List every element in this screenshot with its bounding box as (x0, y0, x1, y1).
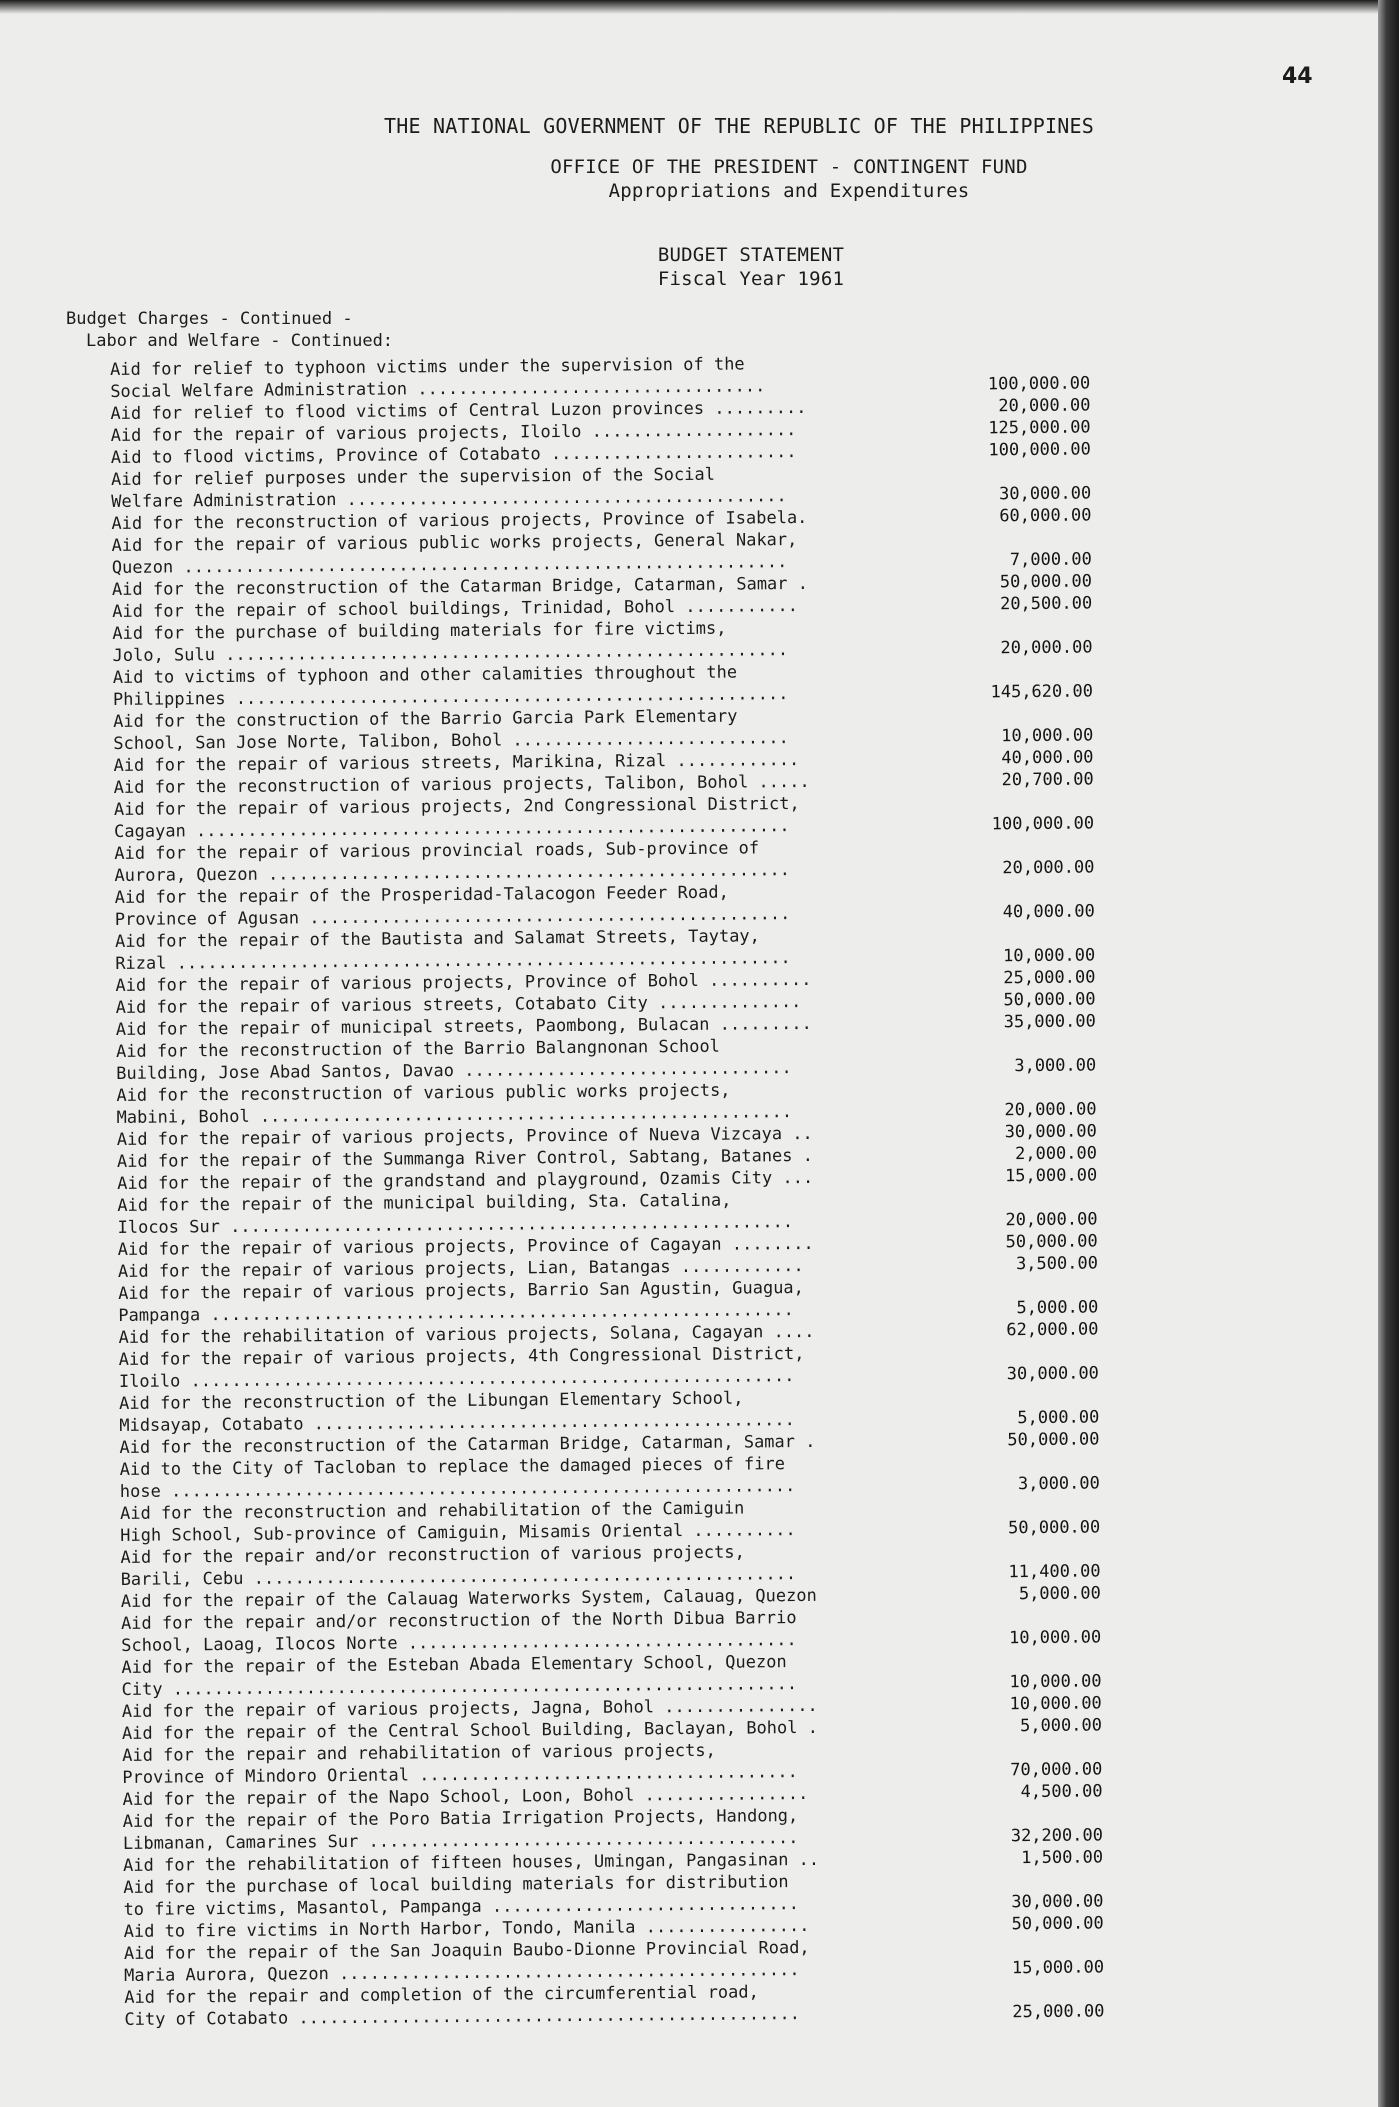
item-amount: 30,000.00 (998, 482, 1092, 504)
item-description: School, San Jose Norte, Talibon, Bohol ........................... (113, 727, 789, 754)
item-description: Aid for the repair of various projects, Province of Cagayan ........ (117, 1233, 814, 1260)
item-description: Aid to the City of Tacloban to replace the damaged pieces of fire (119, 1454, 786, 1480)
item-description: Building, Jose Abad Santos, Davao ................................ (116, 1057, 792, 1084)
item-amount: 32,200.00 (1010, 1824, 1103, 1846)
item-description: Aid for the repair of various public works projects, General Nakar, (111, 530, 798, 556)
item-description: Mabini, Bohol .................................................... (116, 1101, 793, 1128)
item-description: School, Laoag, Ilocos Norte ...................................... (121, 1629, 797, 1656)
item-description: Philippines ...................................................... (112, 683, 789, 710)
item-description: Aid to fire victims in North Harbor, Tondo, Manila ................ (123, 1915, 810, 1942)
item-description: Aid for the repair of various projects, Lian, Batangas ............ (117, 1255, 804, 1282)
item-amount: 20,000.00 (1005, 1208, 1098, 1230)
item-amount: 7,000.00 (1009, 548, 1092, 570)
item-description: Aid for the repair and/or reconstruction of the North Dibua Barrio (120, 1608, 797, 1634)
item-description: hose ............................................................. (119, 1475, 796, 1502)
header-fiscal-year: Fiscal Year 1961 (657, 268, 845, 290)
item-description: Maria Aurora, Quezon ............................................. (124, 1959, 800, 1986)
item-description: City of Cotabato ................................................. (124, 2003, 801, 2030)
item-amount: 20,000.00 (1000, 636, 1093, 658)
item-amount: 20,500.00 (999, 592, 1093, 614)
item-amount: 25,000.00 (1003, 966, 1096, 988)
item-amount: 15,000.00 (1004, 1164, 1098, 1186)
item-amount: 3,500.00 (1015, 1252, 1099, 1274)
item-description: Aid for the repair and completion of the circumferential road, (124, 1982, 759, 2008)
item-description: Aid for the repair of the Napo School, Loon, Bohol ................ (122, 1783, 809, 1810)
item-amount: 25,000.00 (1012, 2000, 1105, 2022)
item-amount: 10,000.00 (1009, 1692, 1102, 1714)
item-description: Welfare Administration ........................................... (111, 485, 787, 512)
item-description: Aid for the repair of the municipal building, Sta. Catalina, (117, 1190, 732, 1216)
item-amount: 50,000.00 (1005, 1230, 1098, 1252)
item-description: Aid for the reconstruction of various projects, Province of Isabela. (111, 507, 808, 534)
item-description: Aid for the repair of school buildings, Trinidad, Bohol ........... (112, 596, 799, 622)
item-amount: 100,000.00 (987, 372, 1091, 394)
item-amount: 70,000.00 (1010, 1758, 1103, 1780)
item-amount: 1,500.00 (1021, 1846, 1104, 1868)
item-description: Iloilo ........................................................... (118, 1365, 795, 1392)
item-amount: 60,000.00 (999, 504, 1092, 526)
item-amount: 30,000.00 (1004, 1120, 1097, 1142)
item-amount: 62,000.00 (1006, 1318, 1099, 1340)
item-amount: 20,000.00 (998, 394, 1091, 416)
item-amount: 50,000.00 (1007, 1428, 1100, 1450)
item-description: Aid for the repair of the Prosperidad-Talacogon Feeder Road, (114, 882, 729, 908)
item-amount: 100,000.00 (988, 438, 1091, 460)
item-amount: 10,000.00 (1001, 724, 1094, 746)
item-amount: 5,000.00 (1016, 1296, 1099, 1318)
item-amount: 30,000.00 (1006, 1362, 1099, 1384)
item-amount: 15,000.00 (1011, 1956, 1105, 1978)
header-office: OFFICE OF THE PRESIDENT - CONTINGENT FUND (550, 156, 1028, 178)
item-description: Aid for the repair of the grandstand and playground, Ozamis City ... (117, 1167, 814, 1194)
item-amount: 3,000.00 (1014, 1054, 1097, 1076)
budget-item-row (124, 1979, 1104, 2032)
item-description: to fire victims, Masantol, Pampanga .............................. (123, 1893, 800, 1920)
item-description: Aid for the reconstruction and rehabilitation of the Camiguin (119, 1498, 745, 1524)
item-description: Aid for the purchase of building materials for fire victims, (112, 618, 727, 644)
item-description: Aurora, Quezon ................................................... (114, 859, 791, 886)
budget-items-list (110, 351, 1105, 2031)
item-description: Aid for relief purposes under the supervision of the Social (110, 464, 715, 490)
item-description: Pampanga ......................................................... (118, 1299, 794, 1326)
item-description: Ilocos Sur ....................................................... (117, 1211, 794, 1238)
scan-shadow (0, 0, 1378, 14)
item-amount: 125,000.00 (988, 416, 1091, 438)
item-amount: 11,400.00 (1008, 1560, 1101, 1582)
item-description: Aid for the reconstruction of the Catarman Bridge, Catarman, Samar . (119, 1431, 816, 1458)
item-amount: 3,000.00 (1017, 1472, 1100, 1494)
item-amount: 50,000.00 (1008, 1516, 1101, 1538)
item-description: Aid for the reconstruction of various projects, Talibon, Bohol ..... (113, 771, 810, 798)
item-description: Midsayap, Cotabato ............................................... (119, 1409, 795, 1436)
item-amount: 20,000.00 (1004, 1098, 1097, 1120)
item-description: Aid for the purchase of local building materials for distribution (123, 1872, 789, 1898)
item-amount: 40,000.00 (1001, 746, 1094, 768)
item-description: Cagayan .......................................................... (114, 815, 790, 842)
item-description: Aid for the reconstruction of the Barrio Balangnonan School (115, 1036, 720, 1062)
item-amount: 35,000.00 (1003, 1010, 1096, 1032)
item-description: Aid for the repair of the Bautista and Salamat Streets, Taytay, (114, 926, 760, 952)
item-description: Aid for the reconstruction of the Catarman Bridge, Catarman, Samar . (111, 573, 809, 600)
item-description: Jolo, Sulu ....................................................... (112, 639, 789, 666)
section-heading: Budget Charges - Continued - (66, 309, 353, 329)
item-amount: 100,000.00 (991, 812, 1095, 834)
item-description: Aid for the reconstruction of the Libungan Elementary School, (119, 1388, 744, 1414)
item-amount: 30,000.00 (1011, 1890, 1104, 1912)
item-amount: 10,000.00 (1008, 1626, 1102, 1648)
item-description: Aid for the repair of the Poro Batia Irrigation Projects, Handong, (122, 1806, 799, 1832)
item-amount: 5,000.00 (1017, 1406, 1100, 1428)
item-description: High School, Sub-province of Camiguin, Misamis Oriental .......... (120, 1519, 796, 1546)
item-description: Aid for the repair of various projects, Jagna, Bohol ............... (121, 1695, 818, 1722)
item-amount: 50,000.00 (999, 570, 1093, 592)
subsection-heading: Labor and Welfare - Continued: (86, 331, 394, 351)
item-description: Aid to victims of typhoon and other calamities throughout the (112, 662, 738, 688)
item-description: Aid for the repair and/or reconstruction of various projects, (120, 1542, 745, 1568)
item-description: Aid for the repair of the Central School Building, Baclayan, Bohol . (121, 1717, 819, 1744)
item-description: City ............................................................. (121, 1673, 798, 1700)
item-description: Aid for the rehabilitation of fifteen houses, Umingan, Pangasinan .. (123, 1849, 820, 1876)
item-description: Libmanan, Camarines Sur .......................................... (122, 1827, 799, 1854)
item-description: Aid for the repair of various projects, 4th Congressional District, (118, 1343, 805, 1370)
item-amount: 20,700.00 (1001, 768, 1094, 790)
item-description: Aid for relief to flood victims of Central Luzon provinces ......... (110, 397, 807, 424)
item-description: Aid for the repair of various projects, Barrio San Agustin, Guagua, (118, 1277, 804, 1304)
item-amount: 50,000.00 (1011, 1912, 1104, 1934)
item-description: Aid for the repair of various projects, Iloilo .................... (110, 420, 797, 446)
item-description: Aid for the repair and rehabilitation of various projects, (122, 1740, 716, 1766)
page-number: 44 (1282, 64, 1313, 89)
item-description: Social Welfare Administration .................................. (110, 375, 766, 402)
item-description: Barili, Cebu ..................................................... (120, 1563, 797, 1590)
item-description: Quezon ........................................................... (111, 551, 788, 578)
item-description: Rizal ............................................................ (115, 947, 791, 974)
item-description: Aid for the reconstruction of various public works projects, (116, 1080, 731, 1106)
item-description: Province of Mindoro Oriental ..................................... (122, 1761, 798, 1788)
item-description: Aid for the repair of the Summanga River Control, Sabtang, Batanes . (116, 1145, 814, 1172)
header-government: THE NATIONAL GOVERNMENT OF THE REPUBLIC OF THE PHILIPPINES (384, 114, 1094, 138)
header-budget-statement: BUDGET STATEMENT (657, 244, 845, 266)
item-description: Aid for the repair of the Calauag Waterworks System, Calauag, Quezon (120, 1585, 817, 1612)
scan-edge (1378, 0, 1399, 2107)
item-amount: 50,000.00 (1003, 988, 1096, 1010)
item-description: Aid for the construction of the Barrio Garcia Park Elementary (113, 706, 738, 732)
item-description: Aid for the repair of various streets, Cotabato City .............. (115, 991, 802, 1018)
item-description: Aid for relief to typhoon victims under the supervision of the (110, 354, 745, 380)
item-description: Aid for the repair of various projects, Province of Nueva Vizcaya .. (116, 1123, 813, 1150)
item-description: Aid for the repair of various provincial roads, Sub-province of (114, 838, 760, 864)
item-description: Aid for the repair of municipal streets, Paombong, Bulacan ......... (115, 1013, 812, 1040)
item-amount: 20,000.00 (1002, 856, 1095, 878)
item-amount: 40,000.00 (1002, 900, 1095, 922)
item-description: Aid for the repair of various projects, Province of Bohol .......... (115, 969, 812, 996)
item-amount: 145,620.00 (990, 680, 1094, 702)
item-amount: 5,000.00 (1019, 1714, 1103, 1736)
item-description: Province of Agusan ............................................... (114, 903, 791, 930)
item-description: Aid for the repair of various streets, Marikina, Rizal ............ (113, 750, 800, 776)
item-description: Aid to flood victims, Province of Cotabato ........................ (110, 442, 797, 468)
item-description: Aid for the repair of the San Joaquin Baubo-Dionne Provincial Road, (123, 1937, 810, 1964)
item-description: Aid for the rehabilitation of various projects, Solana, Cagayan .... (118, 1321, 815, 1348)
item-description: Aid for the repair of the Esteban Abada Elementary School, Quezon (121, 1652, 787, 1678)
item-amount: 4,500.00 (1020, 1780, 1103, 1802)
header-appropriations: Appropriations and Expenditures (608, 180, 970, 202)
item-amount: 10,000.00 (1009, 1670, 1102, 1692)
item-amount: 2,000.00 (1014, 1142, 1098, 1164)
item-amount: 5,000.00 (1018, 1582, 1101, 1604)
item-amount: 10,000.00 (1003, 944, 1096, 966)
item-description: Aid for the repair of various projects, 2nd Congressional District, (113, 793, 800, 820)
